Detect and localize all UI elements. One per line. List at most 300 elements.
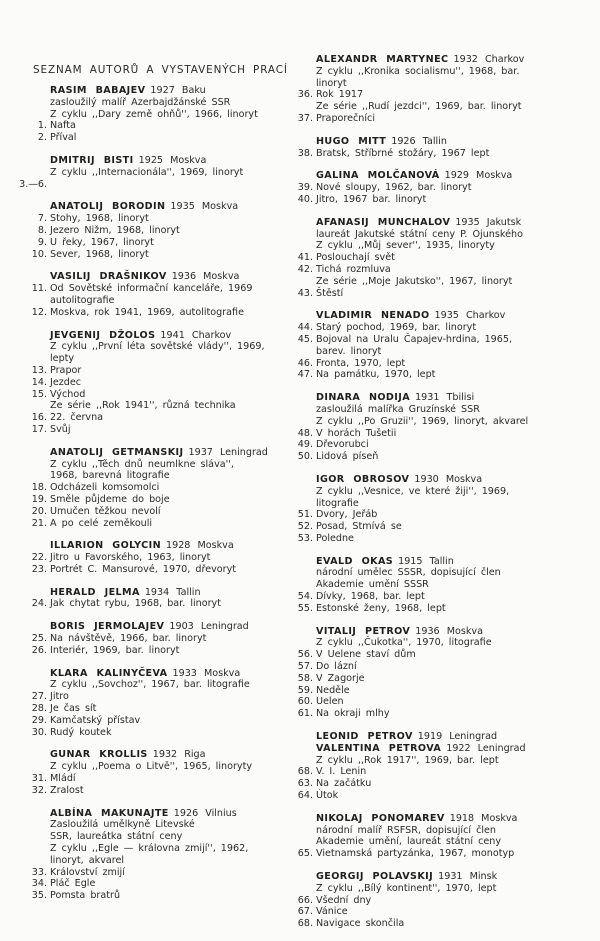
item-text: Mládí xyxy=(50,773,76,785)
item-number: 16. xyxy=(31,412,47,424)
item-number: 36. xyxy=(297,89,313,101)
item-text: Dívky, 1968, bar. lept xyxy=(316,591,425,603)
entry-description xyxy=(266,240,538,252)
left-column xyxy=(0,85,272,913)
author-heading xyxy=(0,155,272,167)
entry-description xyxy=(0,353,272,365)
entry-description xyxy=(266,416,538,428)
item-number: 48. xyxy=(297,427,313,439)
author-name: ILLARION GOLYCIN xyxy=(50,540,161,552)
author-entry xyxy=(266,217,538,300)
work-item xyxy=(266,848,538,860)
item-text: Fronta, 1970, lept xyxy=(316,357,406,369)
entry-description xyxy=(0,459,272,471)
work-item xyxy=(266,766,538,778)
author-heading xyxy=(266,54,538,66)
author-entry xyxy=(266,170,538,205)
item-number: 29. xyxy=(31,714,47,726)
item-number: 28. xyxy=(31,703,47,715)
author-birth-year-city: 1937 Leningrad xyxy=(188,446,268,458)
item-number: 46. xyxy=(297,357,313,369)
work-item xyxy=(0,389,272,401)
item-number: 38. xyxy=(297,147,313,159)
item-number: 41. xyxy=(297,252,313,264)
item-text: Prapor xyxy=(50,364,82,376)
item-text: Starý pochod, 1969, bar. linoryt xyxy=(316,322,477,334)
item-number: 49. xyxy=(297,439,313,451)
item-number: 9. xyxy=(37,236,47,248)
item-text: Poslouchají svět xyxy=(316,252,395,264)
item-text: Všední dny xyxy=(316,894,372,906)
page-heading: SEZNAM AUTORŮ A VYSTAVENÝCH PRACÍ xyxy=(33,64,288,76)
item-text: Z cyklu ,,Egle — královna zmijí'', 1962, xyxy=(50,843,249,855)
entry-description xyxy=(266,498,538,510)
entry-description xyxy=(266,229,538,241)
item-number: 12. xyxy=(31,306,47,318)
author-name: RASIM BABAJEV xyxy=(50,85,146,96)
item-text: linoryt xyxy=(316,77,347,89)
item-number: 22. xyxy=(31,552,47,564)
item-number: 27. xyxy=(31,691,47,703)
author-birth-year-city: 1931 Minsk xyxy=(438,871,498,883)
author-entry xyxy=(266,871,538,930)
work-item xyxy=(266,895,538,907)
item-number: 60. xyxy=(297,696,313,708)
item-text: Posad, Stmívá se xyxy=(316,521,402,533)
item-number: 11. xyxy=(31,283,47,295)
work-item xyxy=(266,264,538,276)
work-item xyxy=(0,715,272,727)
author-name: AFANASIJ MUNCHALOV xyxy=(316,216,451,228)
item-number: 7. xyxy=(37,213,47,225)
item-text: Poledne xyxy=(316,532,354,544)
work-item xyxy=(0,482,272,494)
item-number: 45. xyxy=(297,333,313,345)
item-text: Estonské ženy, 1968, lept xyxy=(316,602,446,614)
item-text: 1968, barevná litografie xyxy=(50,470,170,482)
author-birth-year-city: 1936 Moskva xyxy=(415,625,483,637)
author-name: EVALD OKAS xyxy=(316,555,394,567)
item-text: Z cyklu ,,Internacionála'', 1969, linoryt xyxy=(50,166,244,178)
work-item xyxy=(266,509,538,521)
item-number: 47. xyxy=(297,369,313,381)
item-number: 57. xyxy=(297,661,313,673)
item-number: 42. xyxy=(297,263,313,275)
work-item xyxy=(266,182,538,194)
author-name: LEONID PETROV xyxy=(316,731,413,743)
work-item xyxy=(266,439,538,451)
author-heading xyxy=(266,474,538,486)
author-name: HUGO MITT xyxy=(316,135,387,147)
author-birth-year-city: 1915 Tallin xyxy=(398,555,454,567)
item-text: Navigace skončila xyxy=(316,918,405,930)
author-name: VITALIJ PETROV xyxy=(316,625,411,637)
work-item xyxy=(0,120,272,132)
item-text: litografie xyxy=(316,497,359,509)
author-entry xyxy=(0,668,272,739)
item-text: Tichá rozmluva xyxy=(316,263,391,275)
entry-description xyxy=(0,831,272,843)
author-entry xyxy=(266,626,538,720)
work-item xyxy=(0,132,272,144)
entry-description xyxy=(0,295,272,307)
work-item xyxy=(0,377,272,389)
author-entry xyxy=(0,201,272,260)
item-number: 59. xyxy=(297,684,313,696)
author-heading xyxy=(266,743,538,755)
work-item xyxy=(0,890,272,902)
entry-description xyxy=(0,341,272,353)
item-text: Z cyklu ,,Můj sever'', 1935, linoryty xyxy=(316,240,495,252)
work-item xyxy=(266,322,538,334)
author-heading xyxy=(266,626,538,638)
author-entry xyxy=(0,587,272,611)
item-text: Jitro xyxy=(50,691,69,703)
author-birth-year-city: 1936 Moskva xyxy=(171,271,240,283)
item-number: 58. xyxy=(297,672,313,684)
work-item xyxy=(266,252,538,264)
item-text: národní umělec SSSR, dopisující člen xyxy=(316,567,501,579)
entry-description xyxy=(266,66,538,78)
entry-description xyxy=(0,167,272,179)
author-entry xyxy=(0,330,272,436)
author-name: ALBÍNA MAKUNAJTE xyxy=(50,807,169,819)
item-text: Neděle xyxy=(316,684,350,696)
author-birth-year-city: 1933 Moskva xyxy=(172,667,241,679)
work-item xyxy=(266,521,538,533)
item-text: U řeky, 1967, linoryt xyxy=(50,236,154,248)
author-birth-year-city: 1930 Moskva xyxy=(414,473,483,485)
author-entry xyxy=(0,540,272,575)
item-text: Sever, 1968, linoryt xyxy=(50,248,149,260)
author-entry xyxy=(266,731,538,802)
author-name: GUNAR KROLLIS xyxy=(50,749,148,761)
author-heading xyxy=(266,871,538,883)
item-text: Lidová píseň xyxy=(316,451,379,463)
item-number: 52. xyxy=(297,521,313,533)
item-number: 30. xyxy=(31,726,47,738)
author-entry xyxy=(0,808,272,902)
item-number: 63. xyxy=(297,778,313,790)
entry-description xyxy=(266,486,538,498)
author-birth-year-city: 1932 Riga xyxy=(152,749,206,761)
entry-description xyxy=(266,825,538,837)
item-text: Odcházeli komsomolci xyxy=(50,482,160,494)
work-item xyxy=(266,906,538,918)
author-entry xyxy=(266,474,538,545)
author-entry xyxy=(266,813,538,860)
work-item xyxy=(266,288,538,300)
author-heading xyxy=(0,201,272,213)
work-item xyxy=(0,552,272,564)
item-text: Jezero Nižm, 1968, linoryt xyxy=(50,224,180,236)
author-birth-year-city: 1932 Charkov xyxy=(453,54,525,65)
work-item xyxy=(266,194,538,206)
entry-description xyxy=(0,819,272,831)
item-number: 18. xyxy=(31,482,47,494)
author-birth-year-city: 1935 Charkov xyxy=(434,310,506,322)
item-text: Vánice xyxy=(316,906,348,918)
author-name: VALENTINA PETROVA xyxy=(316,742,442,754)
item-number: 65. xyxy=(297,848,313,860)
work-item xyxy=(0,249,272,261)
item-text: Dvory, Jeřáb xyxy=(316,509,378,521)
entry-description xyxy=(266,836,538,848)
item-text: Jitro u Favorského, 1963, linoryt xyxy=(50,552,211,564)
item-number: 34. xyxy=(31,878,47,890)
author-heading xyxy=(0,668,272,680)
item-text: Praporečníci xyxy=(316,112,375,124)
author-name: DMITRIJ BISTI xyxy=(50,154,134,166)
item-text: Bratsk, Stříbrné stožáry, 1967 lept xyxy=(316,147,490,159)
entry-description xyxy=(0,761,272,773)
item-text: Kamčatský přístav xyxy=(50,714,141,726)
item-text: Bojoval na Uralu Čapajev-hrdina, 1965, xyxy=(316,333,513,345)
item-number: 35. xyxy=(31,890,47,902)
item-number: 55. xyxy=(297,602,313,614)
entry-description xyxy=(266,276,538,288)
item-text: Směle půjdeme do boje xyxy=(50,493,170,505)
item-text: Do lázní xyxy=(316,661,357,673)
item-text: Moskva, rok 1941, 1969, autolitografie xyxy=(50,306,245,318)
author-birth-year-city: 1926 Tallin xyxy=(391,135,447,147)
item-text: Umučen těžkou nevolí xyxy=(50,505,161,517)
work-item xyxy=(0,237,272,249)
work-item xyxy=(0,564,272,576)
item-number: 26. xyxy=(31,644,47,656)
work-item xyxy=(266,451,538,463)
author-birth-year-city: 1922 Leningrad xyxy=(446,742,526,754)
item-number: 39. xyxy=(297,182,313,194)
item-number: 50. xyxy=(297,451,313,463)
entry-description xyxy=(0,843,272,855)
item-number: 31. xyxy=(31,773,47,785)
author-heading xyxy=(0,621,272,633)
item-text: Na začátku xyxy=(316,778,372,790)
author-name: ANATOLIJ BORODIN xyxy=(50,201,166,213)
item-number: 68. xyxy=(297,918,313,930)
item-text: zasloužilý malíř Azerbajdžánské SSR xyxy=(50,96,231,108)
item-text: Pláč Egle xyxy=(50,878,96,890)
item-text: SSR, laureátka státní ceny xyxy=(50,831,183,843)
author-entry xyxy=(266,556,538,615)
author-entry xyxy=(0,621,272,656)
item-text: Z cyklu ,,Těch dnů neumlkne sláva'', xyxy=(50,458,234,470)
work-item xyxy=(0,225,272,237)
author-name: NIKOLAJ PONOMAREV xyxy=(316,812,445,824)
work-item xyxy=(266,603,538,615)
item-text: lepty xyxy=(50,353,75,365)
item-number: 53. xyxy=(297,532,313,544)
item-text: Pomsta bratrů xyxy=(50,890,121,902)
author-birth-year-city: 1928 Moskva xyxy=(166,540,234,552)
author-heading xyxy=(0,808,272,820)
author-name: KLARA KALINYČEVA xyxy=(50,667,168,679)
item-text: Království zmijí xyxy=(50,866,125,878)
author-heading xyxy=(0,271,272,283)
item-text: laureát Jakutské státní ceny P. Ojunského xyxy=(316,228,523,240)
work-item xyxy=(266,649,538,661)
item-number: 43. xyxy=(297,287,313,299)
item-number: 24. xyxy=(31,598,47,610)
item-text: V horách Tušetii xyxy=(316,427,397,439)
item-number: 37. xyxy=(297,112,313,124)
item-text: Z cyklu ,,Vesnice, ve které žiji'', 1969, xyxy=(316,485,510,497)
entry-description xyxy=(266,883,538,895)
work-item xyxy=(266,358,538,370)
work-item xyxy=(0,703,272,715)
author-name: DINARA NODIJA xyxy=(316,392,411,404)
work-item xyxy=(0,878,272,890)
entry-description xyxy=(266,101,538,113)
item-text: Je čas sít xyxy=(50,703,97,715)
item-text: Z cyklu ,,Po Gruzii'', 1969, linoryt, akvarel xyxy=(316,415,529,427)
item-text: Východ xyxy=(50,388,86,400)
author-entry xyxy=(266,54,538,125)
entry-description xyxy=(266,404,538,416)
author-entry xyxy=(0,749,272,796)
item-text: Na návštěvě, 1966, bar. linoryt xyxy=(50,633,207,645)
item-number: 56. xyxy=(297,649,313,661)
author-birth-year-city: 1903 Leningrad xyxy=(169,621,249,633)
author-heading xyxy=(266,731,538,743)
author-name: ALEXANDR MARTYNEC xyxy=(316,54,449,65)
item-text: Z cyklu ,,Dary země ohňů'', 1966, linoryt xyxy=(50,108,258,120)
author-heading xyxy=(0,330,272,342)
author-name: VASILIJ DRAŠNIKOV xyxy=(50,271,167,283)
work-item xyxy=(266,778,538,790)
author-entry xyxy=(0,155,272,190)
item-text: Akademie umění, laureát státní ceny xyxy=(316,836,502,848)
item-number: 32. xyxy=(31,784,47,796)
item-text: Rudý koutek xyxy=(50,726,112,738)
item-number: 1. xyxy=(37,120,47,132)
author-entry xyxy=(266,310,538,381)
item-text: Zasloužilá umělkyně Litevské xyxy=(50,819,195,831)
entry-description xyxy=(0,470,272,482)
item-number: 25. xyxy=(31,633,47,645)
item-text: Na okraji mlhy xyxy=(316,708,390,720)
item-number: 20. xyxy=(31,505,47,517)
entry-description xyxy=(266,637,538,649)
item-text: Rok 1917 xyxy=(316,89,364,101)
item-number: 54. xyxy=(297,591,313,603)
work-item xyxy=(0,867,272,879)
work-item xyxy=(266,685,538,697)
work-item xyxy=(266,428,538,440)
item-number: 66. xyxy=(297,894,313,906)
item-text: Z cyklu ,,První léta sovětské vlády'', 1969, xyxy=(50,341,265,353)
entry-description xyxy=(266,78,538,90)
item-text: Jitro, 1967 bar. linoryt xyxy=(316,193,427,205)
author-heading xyxy=(0,587,272,599)
work-item xyxy=(266,696,538,708)
item-text: Svůj xyxy=(50,423,71,435)
entry-description xyxy=(0,109,272,121)
author-entry xyxy=(0,85,272,144)
item-number: 14. xyxy=(31,376,47,388)
work-item xyxy=(0,727,272,739)
author-birth-year-city: 1918 Moskva xyxy=(449,812,518,824)
author-entry xyxy=(0,271,272,318)
item-text: Stohy, 1968, linoryt xyxy=(50,213,149,225)
author-birth-year-city: 1929 Moskva xyxy=(444,170,513,182)
item-text: Ze série ,,Moje Jakutsko'', 1967, linoryt xyxy=(316,275,513,287)
author-heading xyxy=(266,136,538,148)
work-item xyxy=(0,283,272,295)
work-item xyxy=(0,365,272,377)
work-item xyxy=(266,790,538,802)
work-item xyxy=(0,506,272,518)
entry-description xyxy=(266,346,538,358)
item-text: V Uelene staví dům xyxy=(316,649,416,661)
work-item xyxy=(0,645,272,657)
author-name: IGOR OBROSOV xyxy=(316,473,410,485)
item-number: 68. xyxy=(297,766,313,778)
author-heading xyxy=(0,85,272,97)
author-heading xyxy=(0,540,272,552)
author-heading xyxy=(266,392,538,404)
author-birth-year-city: 1919 Leningrad xyxy=(417,731,498,743)
item-text: Dřevorubci xyxy=(316,439,369,451)
item-text: Štěstí xyxy=(316,287,344,299)
work-item xyxy=(0,633,272,645)
author-heading xyxy=(266,556,538,568)
item-number: 23. xyxy=(31,563,47,575)
author-entry xyxy=(0,447,272,530)
item-number: 33. xyxy=(31,866,47,878)
item-text: Příval xyxy=(50,132,77,144)
work-item xyxy=(266,113,538,125)
author-birth-year-city: 1925 Moskva xyxy=(138,154,207,166)
work-item xyxy=(0,213,272,225)
work-item xyxy=(0,773,272,785)
work-item xyxy=(266,661,538,673)
author-heading xyxy=(266,813,538,825)
item-text: Z cyklu ,,Kronika socialismu'', 1968, bar. xyxy=(316,65,520,77)
work-item xyxy=(266,708,538,720)
item-text: Uelen xyxy=(316,696,344,708)
author-birth-year-city: 1931 Tbilisi xyxy=(415,392,475,404)
right-column xyxy=(266,54,538,941)
item-number: 2. xyxy=(37,132,47,144)
work-item xyxy=(0,412,272,424)
entry-description xyxy=(266,755,538,767)
item-number: 3.—6. xyxy=(19,178,47,190)
item-number: 17. xyxy=(31,423,47,435)
item-text: Akademie umění SSSR xyxy=(316,579,429,591)
item-text: 22. června xyxy=(50,412,104,424)
work-item xyxy=(0,307,272,319)
work-item xyxy=(0,691,272,703)
item-text: linoryt, akvarel xyxy=(50,854,125,866)
item-text: Interiér, 1969, bar. linoryt xyxy=(50,644,180,656)
item-number: 67. xyxy=(297,906,313,918)
item-text: barev. linoryt xyxy=(316,345,382,357)
entry-description xyxy=(0,855,272,867)
item-text: Nové sloupy, 1962, bar. linoryt xyxy=(316,182,472,194)
item-text: Ze série ,,Rudí jezdci'', 1969, bar. linoryt xyxy=(316,101,522,113)
item-text: Jak chytat rybu, 1968, bar. linoryt xyxy=(50,598,221,610)
item-number: 13. xyxy=(31,364,47,376)
work-item xyxy=(266,369,538,381)
author-name: BORIS JERMOLAJEV xyxy=(50,621,165,633)
item-number: 10. xyxy=(31,248,47,260)
item-text: Na památku, 1970, lept xyxy=(316,369,436,381)
item-number: 15. xyxy=(31,388,47,400)
work-item xyxy=(266,918,538,930)
work-item xyxy=(0,518,272,530)
